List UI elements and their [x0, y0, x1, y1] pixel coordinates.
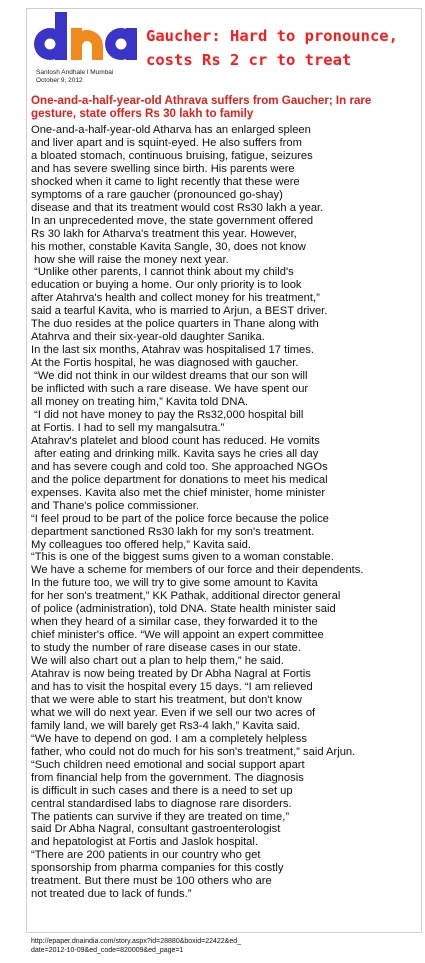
body-line: central standardised labs to diagnose rare disorders.	[31, 797, 292, 810]
body-line: Atahrav is now being treated by Dr Abha Nagral at Fortis	[31, 668, 311, 681]
body-line: at Fortis. I had to sell my mangalsutra.”	[31, 421, 225, 434]
body-line: that we were able to start his treatment, but don't know	[31, 693, 302, 706]
body-line: One-and-a-half-year-old Atharva has an enlarged spleen	[31, 124, 311, 136]
body-line: not treated due to lack of funds.”	[31, 888, 192, 901]
body-line: a bloated stomach, continuous bruising, fatigue, seizures	[31, 149, 313, 162]
body-line: family land, we will barely get Rs3-4 lakh,” Kavita said.	[31, 719, 301, 732]
body-line: be inflicted with such a rare disease. We have spent our	[31, 383, 309, 396]
body-line: sponsorship from pharma companies for this costly	[31, 862, 284, 875]
body-line: Rs 30 lakh for Atharva's treatment this year. However,	[31, 227, 297, 240]
body-line: education or buying a home. Our only priority is to look	[31, 279, 302, 292]
body-line: and the police department for donations to meet his medical	[31, 473, 328, 486]
body-line: chief minister's office. “We will appoint an expert committee	[31, 629, 324, 642]
body-line: when they heard of a similar case, they forwarded it to the	[31, 616, 318, 629]
source-url	[31, 937, 421, 955]
body-line: and has severe cough and cold too. She approached NGOs	[31, 460, 328, 473]
author: Santosh Andhale l Mumbai	[36, 69, 114, 76]
body-line: and Thane's police commissioner.	[31, 499, 199, 512]
body-line: “We did not think in our wildest dreams that our son will	[31, 370, 308, 383]
body-line: said a tearful Kavita, who is married to Arjun, a BEST driver.	[31, 305, 328, 318]
body-line: We will also chart out a plan to help them,” he said.	[31, 655, 284, 668]
source-url-line: date=2012-10-09&ed_code=820009&ed_page=1	[31, 947, 184, 954]
body-line: Atahrva and their six-year-old daughter Sanika.	[31, 331, 265, 344]
body-line: At the Fortis hospital, he was diagnosed with gaucher.	[31, 357, 299, 370]
body-line: and liver apart and is squint-eyed. He also suffers from	[31, 136, 302, 149]
subhead: One-and-a-half-year-old Athrava suffers from Gaucher; In rare gesture, state offers Rs 30 lakh to family	[31, 94, 372, 120]
body-line: The patients can survive if they are treated on time,”	[31, 810, 290, 823]
body-line: “I did not have money to pay the Rs32,000 hospital bill	[31, 408, 304, 421]
body-line: is difficult in such cases and there is a need to set up	[31, 784, 293, 797]
body-line: symptoms of a rare gaucher (pronounced go-shay)	[31, 188, 283, 201]
source-url-line: http://epaper.dnaindia.com/story.aspx?id=28880&boxid=22422&ed_	[31, 938, 242, 945]
body-line: In the future too, we will try to give some amount to Kavita	[31, 577, 318, 590]
body-line: department sanctioned Rs30 lakh for my son's treatment.	[31, 525, 315, 538]
body-line: shocked when it came to light recently that these were	[31, 175, 300, 188]
body-line: “Such children need emotional and social support apart	[31, 758, 305, 771]
byline	[36, 69, 113, 84]
headline: Gaucher: Hard to pronounce, costs Rs 2 cr to treat	[146, 27, 398, 69]
body-line: for her son's treatment,” KK Pathak, additional director general	[31, 590, 341, 603]
body-line: after Atahrva's health and collect money for his treatment,”	[31, 292, 320, 305]
body-line: and has to visit the hospital every 15 days. “I am relieved	[31, 680, 313, 693]
body-line: and has severe swelling since birth. His parents were	[31, 162, 295, 175]
body-line: “Unlike other parents, I cannot think about my child's	[31, 266, 294, 279]
date: October 9, 2012	[36, 76, 83, 84]
dna-logo	[33, 12, 137, 64]
body-line: Atahrav's platelet and blood count has reduced. He vomits	[31, 434, 320, 447]
body-line: “We have to depend on god. I am a completely helpless	[31, 732, 307, 745]
body-line: My colleagues too offered help,” Kavita said.	[31, 538, 251, 551]
body-line: In an unprecedented move, the state government offered	[31, 214, 314, 227]
body-line: In the last six months, Atahrav was hospitalised 17 times.	[31, 344, 314, 357]
body-line: expenses. Kavita also met the chief minister, home minister	[31, 486, 326, 499]
body-line: “There are 200 patients in our country who get	[31, 849, 261, 862]
body-line: said Dr Abha Nagral, consultant gastroenterologist	[31, 823, 281, 836]
body-line: his mother, constable Kavita Sangle, 30, does not know	[31, 240, 306, 253]
body-line: after eating and drinking milk. Kavita says he cries all day	[31, 447, 319, 460]
body-line: The duo resides at the police quarters in Thane along with	[31, 318, 319, 331]
body-line: to study the number of rare disease cases in our state.	[31, 642, 301, 655]
body-line: and hepatologist at Fortis and Jaslok hospital.	[31, 836, 258, 849]
body-line: “I feel proud to be part of the police force because the police	[31, 512, 329, 525]
body-line: “This is one of the biggest sums given to a woman constable.	[31, 551, 334, 564]
body-line: how she will raise the money next year.	[31, 253, 229, 266]
body-line: father, who could not do much for his son's treatment,” said Arjun.	[31, 745, 356, 758]
body-line: from financial help from the government. The diagnosis	[31, 771, 304, 784]
article-body	[31, 124, 421, 901]
body-line: disease and that its treatment would cost Rs30 lakh a year.	[31, 201, 324, 214]
body-line: of police (administration), told DNA. State health minister said	[31, 603, 336, 616]
body-line: We have a scheme for members of our force and their dependents.	[31, 564, 364, 577]
body-line: all money on treating him,” Kavita told DNA.	[31, 396, 249, 409]
body-line: treatment. But there must be 100 others who are	[31, 875, 272, 888]
body-line: what we will do next year. Even if we sell our two acres of	[31, 706, 316, 719]
